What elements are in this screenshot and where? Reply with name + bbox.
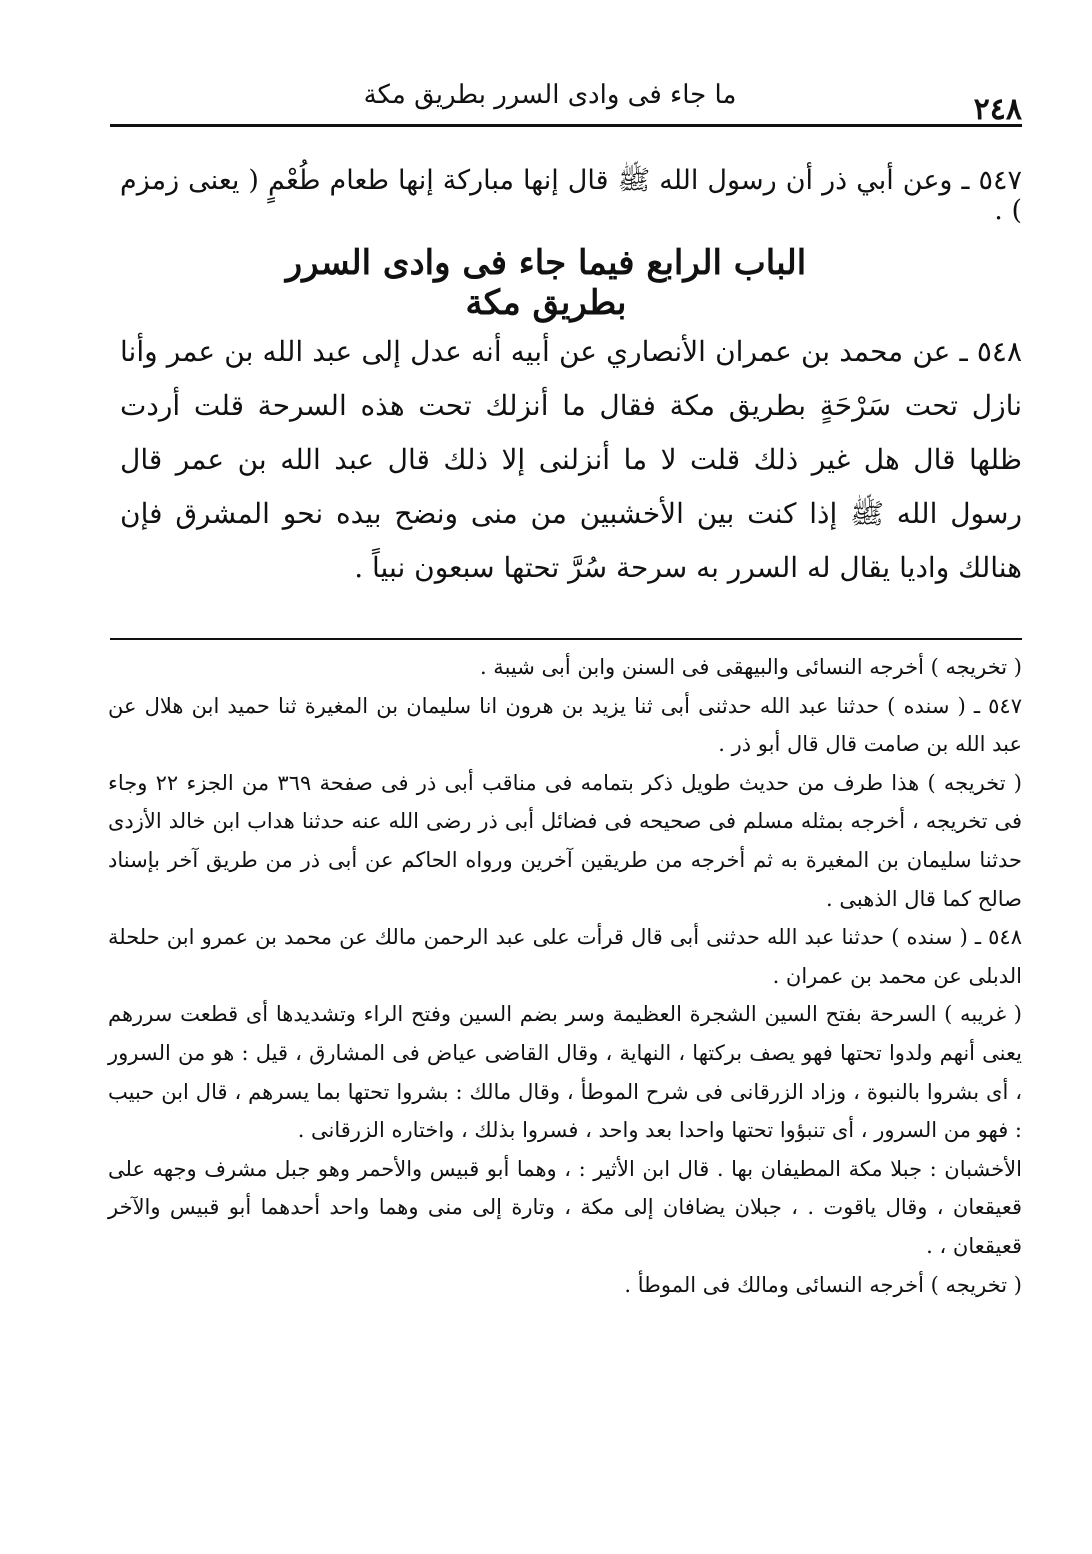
footnote-paragraph: ( تخريجه ) هذا طرف من حديث طويل ذكر بتمامه فى مناقب أبى ذر فى صفحة ٣٦٩ من الجزء ٢٢ وجاء فى تخريجه ، أخرجه بمثله مسلم فى صحيحه فى فضائل أبى ذر رضى الله عنه حدثنا هداب ابن خالد الأزدى حدثنا سليمان بن المغيرة به ثم أخرجه من طريقين آخرين ورواه الحاكم عن أبى ذر من طريق آخر بإسناد صالح كما قال الذهبى . — [108, 770, 1022, 911]
chapter-title: الباب الرابع فيما جاء فى وادى السرر بطريق مكة — [285, 243, 807, 323]
running-header-title: ما جاء فى وادى السرر بطريق مكة — [363, 80, 737, 110]
footnote-paragraph: ٥٤٨ ـ ( سنده ) حدثنا عبد الله حدثنى أبى قال قرأت على عبد الرحمن مالك عن محمد بن عمرو ابن حلحلة الدبلى عن محمد بن عمران . — [108, 925, 1022, 988]
hadith-548: ٥٤٨ ـ عن محمد بن عمران الأنصاري عن أبيه أنه عدل إلى عبد الله بن عمر وأنا نازل تحت سَرْحَةٍ بطريق مكة فقال ما أنزلك تحت هذه السرحة قلت أردت ظلها قال هل غير ذلك قلت لا ما أنزلنى إلا ذلك قال عبد الله بن عمر قال رسول الله ﷺ إذا كنت بين الأخشبين من منى ونضح بيده نحو المشرق فإن هنالك واديا يقال له السرر به سرحة سُرَّ تحتها سبعون نبياً . — [120, 335, 1022, 584]
footnote-paragraph: ( غريبه ) السرحة بفتح السين الشجرة العظيمة وسر بضم السين وفتح الراء وتشديدها أى قطعت سررهم يعنى أنهم ولدوا تحتها فهو يصف بركتها ، النهاية ، وقال القاضى عياض فى المشارق ، قيل : هو من السرور ، أى بشروا بالنبوة ، وزاد الزرقانى فى شرح الموطأ ، وقال مالك : بشروا تحتها بما يسرهم ، قال ابن حبيب : فهو من السرور ، أى تنبؤوا تحتها واحدا بعد واحد ، فسروا بذلك ، واختاره الزرقانى . — [108, 1002, 1022, 1143]
page-number: ٢٤٨ — [973, 92, 1022, 127]
footnote-paragraph: الأخشبان : جبلا مكة المطيفان بها . قال ابن الأثير : ، وهما أبو قبيس والأحمر وهو جبل مشرف وجهه على قعيقعان ، وقال ياقوت . ، جبلان يضافان إلى مكة ، وتارة إلى منى وهما واحد أحدهما أبو قبيس والآخر قعيقعان ، . — [108, 1156, 1022, 1258]
footnote-paragraph: ٥٤٧ ـ ( سنده ) حدثنا عبد الله حدثنى أبى ثنا يزيد بن هرون انا سليمان بن المغيرة ثنا حميد ابن هلال عن عبد الله بن صامت قال قال أبو ذر . — [108, 693, 1022, 757]
footnote-paragraph: ( تخريجه ) أخرجه النسائى والبيهقى فى السنن وابن أبى شيبة . — [479, 655, 1022, 679]
footnote-separator — [110, 638, 1022, 640]
hadith-547: ٥٤٧ ـ وعن أبي ذر أن رسول الله ﷺ قال إنها مباركة إنها طعام طُعْمٍ ( يعنى زمزم ) . — [120, 165, 1022, 226]
footnote-paragraph: ( تخريجه ) أخرجه النسائى ومالك فى الموطأ . — [624, 1272, 1022, 1297]
header-rule — [110, 124, 1022, 127]
footnotes — [108, 648, 1022, 1304]
